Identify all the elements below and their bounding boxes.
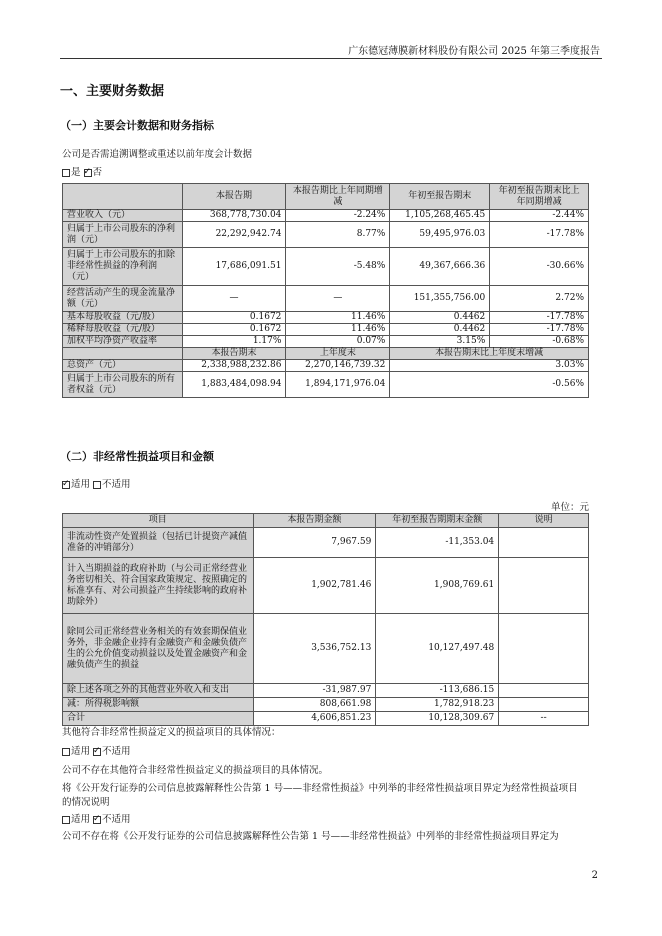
- row-label: 归属于上市公司股东的净利润（元）: [63, 222, 183, 248]
- cell: -17.78%: [490, 324, 589, 336]
- checkbox-applicable[interactable]: [62, 816, 70, 824]
- label-applicable: 适用: [71, 479, 91, 490]
- non-recurring-table: [62, 513, 589, 726]
- cell: 17,686,091.51: [182, 248, 286, 286]
- cell: -5.48%: [286, 248, 390, 286]
- cell: -0.56%: [390, 372, 589, 398]
- cell: 2.72%: [490, 286, 589, 312]
- header-cell: [63, 348, 183, 360]
- applicable-choice-1: [62, 478, 131, 492]
- header-cell: 本报告期末: [182, 348, 286, 360]
- cell: —: [182, 286, 286, 312]
- cell: 1,883,484,098.94: [182, 372, 286, 398]
- cell: 0.1672: [182, 324, 286, 336]
- cell: [499, 684, 589, 698]
- note-reclassification: 将《公开发行证券的公司信息披露解释性公告第 1 号——非经常性损益》中列举的非经常性损益项目界定为经常性损益项目的情况说明: [62, 783, 578, 808]
- header-cell: [63, 184, 183, 210]
- header-cell: 本报告期金额: [253, 514, 376, 528]
- cell: 2,270,146,739.32: [286, 360, 390, 372]
- row-label: 合计: [63, 712, 254, 726]
- header-divider: [60, 58, 602, 59]
- row-label: 经营活动产生的现金流量净额（元）: [63, 286, 183, 312]
- row-label: 归属于上市公司股东的扣除非经常性损益的净利润（元）: [63, 248, 183, 286]
- checkbox-not-applicable-checked[interactable]: [93, 748, 101, 756]
- row-label: 除上述各项之外的其他营业外收入和支出: [63, 684, 254, 698]
- key-indicators-table: [62, 183, 589, 398]
- cell: 1,782,918.23: [376, 698, 499, 712]
- table-row: [63, 336, 589, 348]
- label-applicable: 适用: [71, 746, 91, 757]
- cell: 0.4462: [390, 324, 490, 336]
- label-no: 否: [92, 167, 103, 178]
- cell: 1.17%: [182, 336, 286, 348]
- table-row: [63, 360, 589, 372]
- table-header-row: [63, 514, 589, 528]
- header-cell: 年初至报告期期末金额: [376, 514, 499, 528]
- page-number: 2: [591, 870, 598, 881]
- cell: 8.77%: [286, 222, 390, 248]
- label-yes: 是: [71, 167, 81, 178]
- cell: 11.46%: [286, 312, 390, 324]
- row-label: 营业收入（元）: [63, 210, 183, 222]
- table-row: [63, 222, 589, 248]
- table-row: [63, 286, 589, 312]
- cell: 0.4462: [390, 312, 490, 324]
- cell: 7,967.59: [253, 528, 376, 558]
- cell: -31,987.97: [253, 684, 376, 698]
- cell: [499, 614, 589, 684]
- row-label: 归属于上市公司股东的所有者权益（元）: [63, 372, 183, 398]
- cell: 4,606,851.23: [253, 712, 376, 726]
- cell: -17.78%: [490, 222, 589, 248]
- header-cell: 本报告期末比上年度末增减: [390, 348, 589, 360]
- cell: -113,686.15: [376, 684, 499, 698]
- row-label: 非流动性资产处置损益（包括已计提资产减值准备的冲销部分）: [63, 528, 254, 558]
- cell: 11.46%: [286, 324, 390, 336]
- row-label: 基本每股收益（元/股）: [63, 312, 183, 324]
- table-header-row: [63, 184, 589, 210]
- cell: 10,128,309.67: [376, 712, 499, 726]
- checkbox-not-applicable[interactable]: [93, 481, 101, 489]
- row-label: 稀释每股收益（元/股）: [63, 324, 183, 336]
- cell: -0.68%: [490, 336, 589, 348]
- checkbox-yes[interactable]: [62, 169, 70, 177]
- cell: 0.1672: [182, 312, 286, 324]
- cell: 1,105,268,465.45: [390, 210, 490, 222]
- cell: [499, 698, 589, 712]
- section-title-key-indicators: （一）主要会计数据和财务指标: [60, 119, 214, 132]
- table-row: [63, 248, 589, 286]
- cell: -11,353.04: [376, 528, 499, 558]
- row-label: 加权平均净资产收益率: [63, 336, 183, 348]
- checkbox-not-applicable-checked[interactable]: [93, 816, 101, 824]
- header-cell: 年初至报告期末: [390, 184, 490, 210]
- label-applicable: 适用: [71, 814, 91, 825]
- header-cell: 本报告期: [182, 184, 286, 210]
- table-row: [63, 698, 589, 712]
- cell: 3.15%: [390, 336, 490, 348]
- table-row: [63, 324, 589, 336]
- table-row: [63, 528, 589, 558]
- section-title-financial-data: 一、主要财务数据: [60, 84, 165, 99]
- label-not-applicable: 不适用: [102, 814, 131, 825]
- table-row: [63, 372, 589, 398]
- table-row-total: [63, 712, 589, 726]
- table-row: [63, 210, 589, 222]
- applicable-choice-2: [62, 745, 131, 759]
- unit-label: 单位：元: [550, 502, 589, 513]
- cell: 2,338,988,232.86: [182, 360, 286, 372]
- retro-question: 公司是否需追溯调整或重述以前年度会计数据: [62, 149, 253, 160]
- cell: 1,902,781.46: [253, 558, 376, 614]
- section-title-non-recurring: （二）非经常性损益项目和金额: [60, 450, 214, 463]
- retro-choice: [62, 166, 102, 180]
- cell: 368,778,730.04: [182, 210, 286, 222]
- checkbox-applicable-checked[interactable]: [62, 481, 70, 489]
- header-cell: 项目: [63, 514, 254, 528]
- cell: --: [499, 712, 589, 726]
- header-cell: 本报告期比上年同期增减: [286, 184, 390, 210]
- cell: 3.03%: [390, 360, 589, 372]
- table-row: [63, 312, 589, 324]
- cell: -2.44%: [490, 210, 589, 222]
- cell: -30.66%: [490, 248, 589, 286]
- cell: 59,495,976.03: [390, 222, 490, 248]
- table-row: [63, 614, 589, 684]
- cell: 808,661.98: [253, 698, 376, 712]
- cell: 1,908,769.61: [376, 558, 499, 614]
- cell: 49,367,666.36: [390, 248, 490, 286]
- cell: 0.07%: [286, 336, 390, 348]
- header-cell: 说明: [499, 514, 589, 528]
- row-label: 除同公司正常经营业务相关的有效套期保值业务外，非金融企业持有金融资产和金融负债产生的公允价值变动损益以及处置金融资产和金融负债产生的损益: [63, 614, 254, 684]
- header-cell: 上年度末: [286, 348, 390, 360]
- table-row: [63, 558, 589, 614]
- label-not-applicable: 不适用: [102, 479, 131, 490]
- row-label: 减：所得税影响额: [63, 698, 254, 712]
- cell: 1,894,171,976.04: [286, 372, 390, 398]
- cell: 10,127,497.48: [376, 614, 499, 684]
- cell: -17.78%: [490, 312, 589, 324]
- row-label: 计入当期损益的政府补助（与公司正常经营业务密切相关、符合国家政策规定、按照确定的标准享有、对公司损益产生持续影响的政府补助除外）: [63, 558, 254, 614]
- page-header: 广东德冠薄膜新材料股份有限公司 2025 年第三季度报告: [348, 46, 600, 57]
- row-label: 总资产（元）: [63, 360, 183, 372]
- cell: 3,536,752.13: [253, 614, 376, 684]
- cell: [499, 558, 589, 614]
- checkbox-no-checked[interactable]: [84, 169, 92, 177]
- cell: [499, 528, 589, 558]
- header-cell: 年初至报告期末比上年同期增减: [490, 184, 589, 210]
- label-not-applicable: 不适用: [102, 746, 131, 757]
- cell: 22,292,942.74: [182, 222, 286, 248]
- note-no-reclassification: 公司不存在将《公开发行证券的公司信息披露解释性公告第 1 号——非经常性损益》中列举的非经常性损益项目界定为: [62, 831, 559, 842]
- checkbox-applicable[interactable]: [62, 748, 70, 756]
- table-subheader-row: [63, 348, 589, 360]
- cell: -2.24%: [286, 210, 390, 222]
- table-row: [63, 684, 589, 698]
- applicable-choice-3: [62, 813, 131, 827]
- note-no-other-items: 公司不存在其他符合非经常性损益定义的损益项目的具体情况。: [62, 765, 329, 776]
- cell: 151,355,756.00: [390, 286, 490, 312]
- note-other-items: 其他符合非经常性损益定义的损益项目的具体情况：: [62, 727, 281, 738]
- cell: —: [286, 286, 390, 312]
